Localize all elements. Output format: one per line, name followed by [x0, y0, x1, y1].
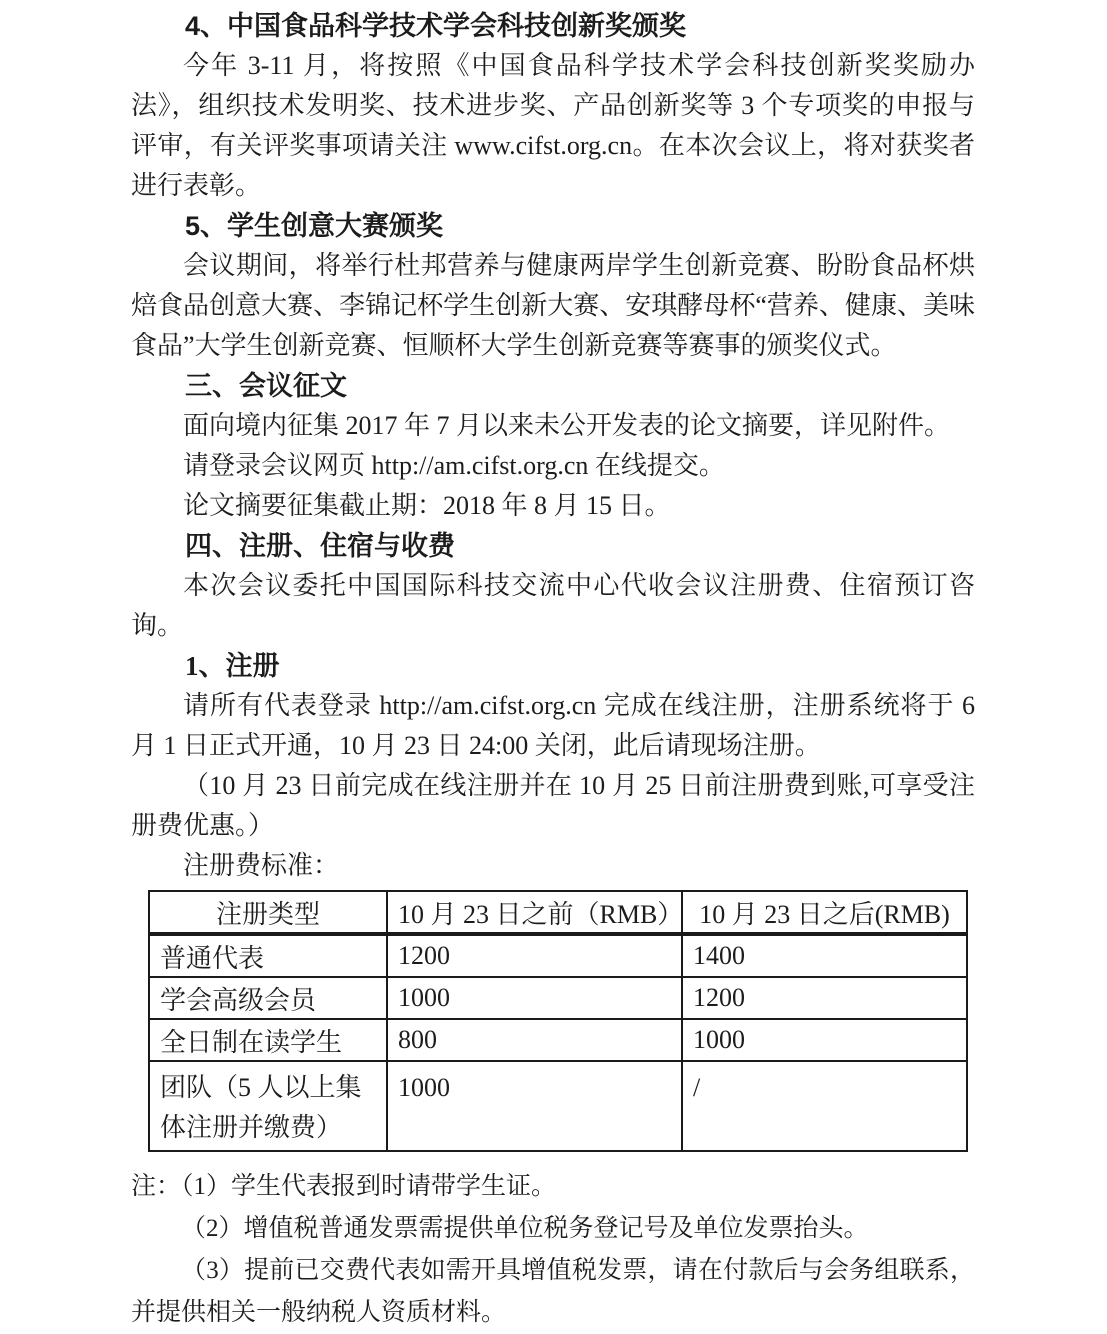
- fee-standard-label: 注册费标准：: [183, 851, 340, 880]
- table-cell-before: 1000: [387, 977, 682, 1019]
- call-for-papers-paragraph-1: 面向境内征集 2017 年 7 月以来未公开发表的论文摘要，详见附件。: [183, 411, 951, 440]
- note-1: 注：（1）学生代表报到时请带学生证。: [131, 1173, 557, 1200]
- table-cell-before: 800: [387, 1019, 682, 1061]
- award-section-paragraph: 今年 3-11 月，将按照《中国食品科学技术学会科技创新奖奖励办法》，组织技术发明奖、技术进步奖、产品创新奖等 3 个专项奖的申报与评审，有关评奖事项请关注 www.cifst.org.cn。在本次会议上，将对获奖者进行表彰。: [131, 51, 975, 200]
- table-row: [149, 1019, 967, 1061]
- table-cell-type: 学会高级会员: [149, 977, 387, 1019]
- table-row: [149, 977, 967, 1019]
- call-for-papers-paragraph-3: 论文摘要征集截止期：2018 年 8 月 15 日。: [183, 491, 671, 520]
- register-paragraph-1: 请所有代表登录 http://am.cifst.org.cn 完成在线注册，注册系统将于 6 月 1 日正式开通，10 月 23 日 24:00 关闭，此后请现场注册。: [131, 691, 975, 760]
- call-for-papers-heading: 三、会议征文: [185, 371, 347, 401]
- table-cell-type: 团队（5 人以上集体注册并缴费）: [149, 1061, 387, 1151]
- registration-section-paragraph: 本次会议委托中国国际科技交流中心代收会议注册费、住宿预订咨询。: [131, 571, 975, 640]
- table-row: [149, 934, 967, 977]
- register-sub-heading: 1、注册: [185, 651, 280, 681]
- fee-table-header-row: [149, 891, 967, 934]
- table-cell-type: 普通代表: [149, 934, 387, 977]
- fee-table: [148, 890, 968, 1152]
- table-cell-before: 1000: [387, 1061, 682, 1151]
- notes-block: [131, 1166, 975, 1334]
- table-cell-before: 1200: [387, 934, 682, 977]
- register-paragraph-2: （10 月 23 日前完成在线注册并在 10 月 25 日前注册费到账,可享受注册费优惠。）: [131, 771, 975, 840]
- fee-table-header-after: 10 月 23 日之后(RMB): [682, 891, 967, 934]
- student-contest-heading: 5、学生创意大赛颁奖: [185, 211, 444, 241]
- table-cell-after: 1200: [682, 977, 967, 1019]
- fee-table-header-before: 10 月 23 日之前（RMB）: [387, 891, 682, 934]
- table-row: [149, 1061, 967, 1151]
- table-cell-after: /: [682, 1061, 967, 1151]
- table-cell-after: 1000: [682, 1019, 967, 1061]
- fee-table-header-type: 注册类型: [149, 891, 387, 934]
- award-section-heading: 4、中国食品科学技术学会科技创新奖颁奖: [185, 11, 687, 41]
- table-cell-type: 全日制在读学生: [149, 1019, 387, 1061]
- note-2: （2）增值税普通发票需提供单位税务登记号及单位发票抬头。: [181, 1215, 869, 1242]
- note-3: （3）提前已交费代表如需开具增值税发票，请在付款后与会务组联系，并提供相关一般纳税人资质材料。: [131, 1257, 975, 1326]
- student-contest-paragraph: 会议期间，将举行杜邦营养与健康两岸学生创新竞赛、盼盼食品杯烘焙食品创意大赛、李锦记杯学生创新大赛、安琪酵母杯“营养、健康、美味食品”大学生创新竞赛、恒顺杯大学生创新竞赛等赛事的颁奖仪式。: [131, 251, 975, 360]
- call-for-papers-paragraph-2: 请登录会议网页 http://am.cifst.org.cn 在线提交。: [183, 451, 725, 480]
- registration-section-heading: 四、注册、住宿与收费: [185, 531, 455, 561]
- table-cell-after: 1400: [682, 934, 967, 977]
